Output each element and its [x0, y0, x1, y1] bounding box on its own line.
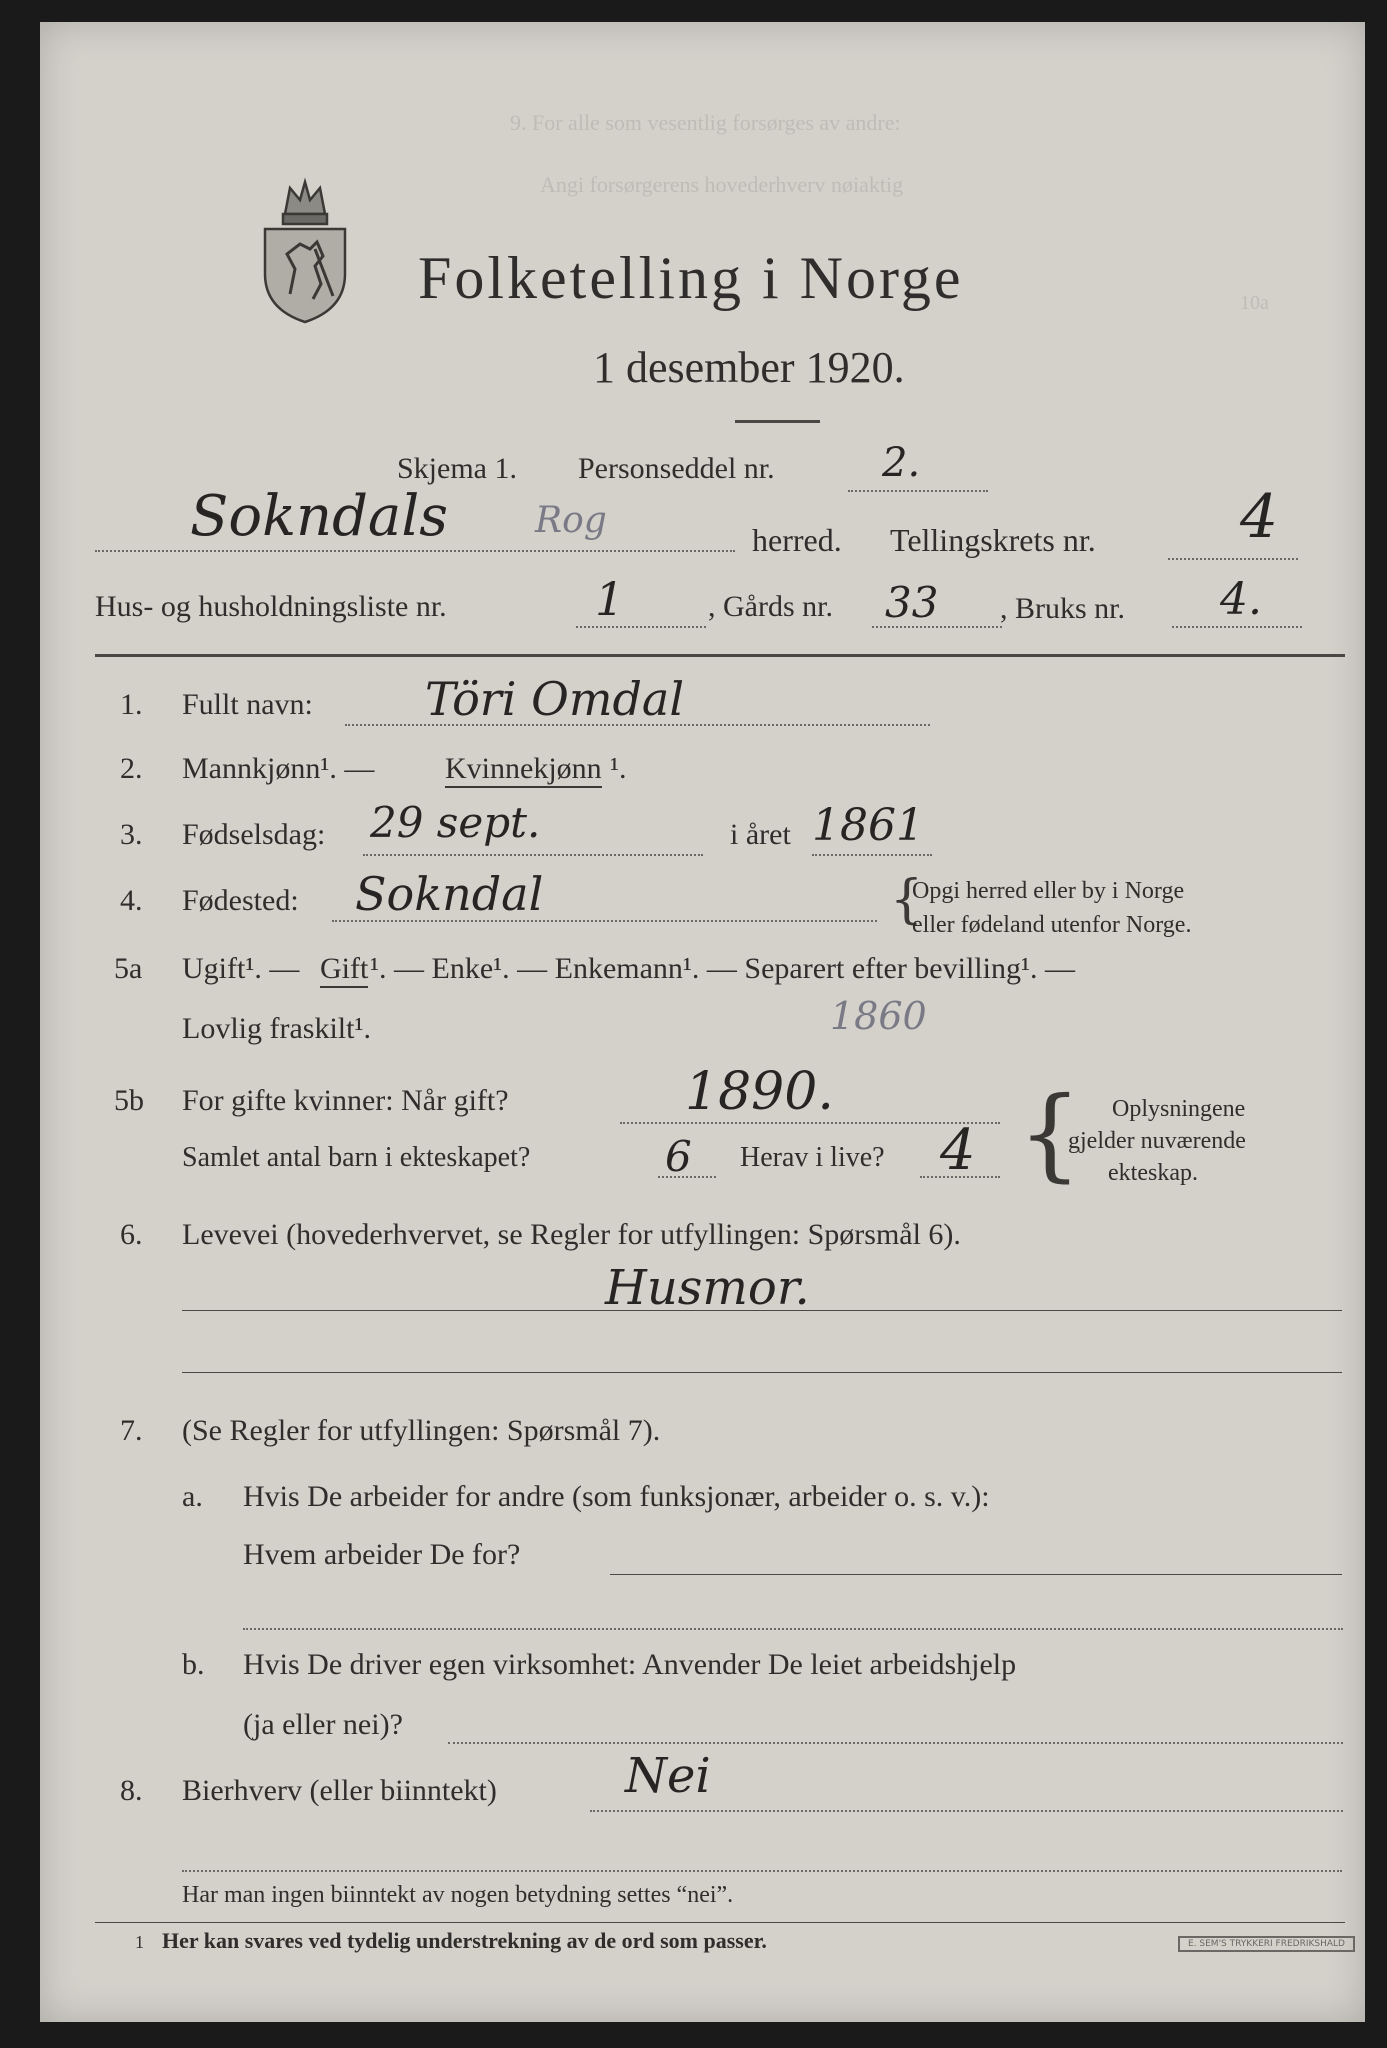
q7b-question: (ja eller nei)? — [243, 1708, 403, 1741]
q5a-other-options: ¹. — Enke¹. — Enkemann¹. — Separert efter bevilling¹. — — [370, 952, 1075, 985]
q1-label: Fullt navn: — [182, 688, 313, 721]
tellingskrets-label: Tellingskrets nr. — [890, 522, 1096, 558]
bruks-line — [1172, 626, 1302, 628]
herred-pencil-note: Rog — [535, 500, 607, 541]
q5a-number: 5a — [114, 952, 143, 985]
printer-stamp: E. SEM'S TRYKKERI FREDRIKSHALD — [1178, 1936, 1355, 1952]
q5a-gift-option: Gift — [320, 952, 368, 988]
q3-number: 3. — [120, 818, 143, 851]
census-form-sheet — [40, 22, 1365, 2022]
personseddel-value: 2. — [882, 440, 921, 486]
q5b-label: For gifte kvinner: Når gift? — [182, 1084, 509, 1117]
q4-brace: { — [890, 870, 924, 930]
gards-label: , Gårds nr. — [708, 590, 833, 623]
personseddel-label: Personseddel nr. — [578, 452, 775, 485]
footnote-text: Her kan svares ved tydelig understrekning av de ord som passer. — [162, 1928, 767, 1953]
husliste-value: 1 — [595, 572, 625, 626]
q7a-answer-line2 — [243, 1628, 1343, 1630]
footnote-divider — [95, 1922, 1345, 1923]
q4-birthplace-value: Sokndal — [355, 867, 544, 921]
q3-year-line — [812, 854, 932, 856]
footnote-mark: 1 — [135, 1932, 144, 1952]
q5b-living-label: Herav i live? — [740, 1142, 885, 1173]
norwegian-coat-of-arms-icon — [255, 174, 355, 326]
footer-note: Har man ingen biinntekt av nogen betydning settes “nei”. — [182, 1882, 734, 1908]
form-title: Folketelling i Norge — [418, 245, 964, 311]
q5a-fraskilt-option: Lovlig fraskilt¹. — [182, 1012, 371, 1045]
q5b-number: 5b — [114, 1084, 144, 1117]
q6-label: Levevei (hovederhvervet, se Regler for utfyllingen: Spørsmål 6). — [182, 1218, 961, 1251]
q1-number: 1. — [120, 688, 143, 721]
tellingskrets-value: 4 — [1240, 482, 1279, 552]
husliste-label: Hus- og husholdningsliste nr. — [95, 590, 447, 623]
q1-full-name-value: Töri Omdal — [425, 672, 685, 726]
bleed-through-text: 9. For alle som vesentlig forsørges av andre: — [510, 110, 901, 135]
q8-sideline-value: Nei — [625, 1748, 711, 1804]
q5b-note-line2: gjelder nuværende — [1068, 1128, 1246, 1154]
herred-label: herred. — [752, 522, 842, 558]
q7-number: 7. — [120, 1414, 143, 1447]
bruks-value: 4. — [1220, 574, 1262, 625]
bleed-through-text: Angi forsørgerens hovederhverv nøiaktig — [540, 172, 904, 197]
q7b-answer-line — [448, 1742, 1343, 1744]
form-date: 1 desember 1920. — [593, 343, 905, 392]
q4-number: 4. — [120, 884, 143, 917]
q4-note-line2: eller fødeland utenfor Norge. — [912, 912, 1192, 938]
schema-label: Skjema 1. — [397, 452, 517, 485]
husliste-line — [576, 626, 706, 628]
q7-label: (Se Regler for utfyllingen: Spørsmål 7). — [182, 1414, 661, 1447]
q6-answer-line2 — [182, 1372, 1342, 1373]
q5b-marriage-year-value: 1890. — [685, 1062, 834, 1122]
tellingskrets-line — [1168, 558, 1298, 560]
q8-number: 8. — [120, 1774, 143, 1807]
q5a-pencil-note: 1860 — [830, 994, 927, 1038]
q3-birthday-value: 29 sept. — [370, 798, 541, 847]
title-divider — [735, 420, 820, 423]
q6-answer-line1 — [182, 1310, 1342, 1311]
q3-year-label: i året — [730, 818, 791, 851]
q2-female-option: Kvinnekjønn — [445, 752, 602, 788]
q2-female-sup: ¹. — [610, 752, 627, 785]
q3-label: Fødselsdag: — [182, 818, 326, 851]
personseddel-line — [848, 490, 988, 492]
q7a-letter: a. — [182, 1480, 203, 1513]
q5b-note-line1: Oplysningene — [1112, 1096, 1246, 1122]
q4-note-line1: Opgi herred eller by i Norge — [912, 878, 1185, 904]
q8-line — [590, 1810, 1343, 1812]
q5a-ugift-option: Ugift¹. — — [182, 952, 300, 985]
q3-year-value: 1861 — [812, 800, 924, 851]
q7a-question: Hvem arbeider De for? — [243, 1538, 521, 1571]
q8-label: Bierhverv (eller biinntekt) — [182, 1774, 497, 1807]
q7a-answer-line1 — [610, 1574, 1342, 1575]
q5b-children-value: 6 — [665, 1132, 692, 1181]
gards-value: 33 — [885, 578, 939, 627]
herred-line — [95, 550, 735, 552]
q5b-note-line3: ekteskap. — [1108, 1160, 1198, 1186]
q6-occupation-value: Husmor. — [605, 1260, 810, 1316]
q5b-children-label: Samlet antal barn i ekteskapet? — [182, 1142, 531, 1173]
q7b-letter: b. — [182, 1648, 205, 1681]
q5b-brace: { — [1018, 1075, 1082, 1192]
q7a-text: Hvis De arbeider for andre (som funksjonær, arbeider o. s. v.): — [243, 1480, 990, 1513]
q3-date-line — [363, 854, 703, 856]
q6-number: 6. — [120, 1218, 143, 1251]
bleed-through-text: 10a — [1240, 292, 1269, 314]
q7b-text: Hvis De driver egen virksomhet: Anvender De leiet arbeidshjelp — [243, 1648, 1017, 1681]
q5b-living-value: 4 — [940, 1118, 976, 1183]
bruks-label: , Bruks nr. — [1000, 592, 1126, 625]
q4-label: Fødested: — [182, 884, 299, 917]
q2-male-option: Mannkjønn¹. — — [182, 752, 375, 785]
q8-answer-line2 — [182, 1870, 1342, 1872]
q2-number: 2. — [120, 752, 143, 785]
herred-value: Sokndals — [190, 484, 448, 549]
header-divider — [95, 654, 1345, 657]
